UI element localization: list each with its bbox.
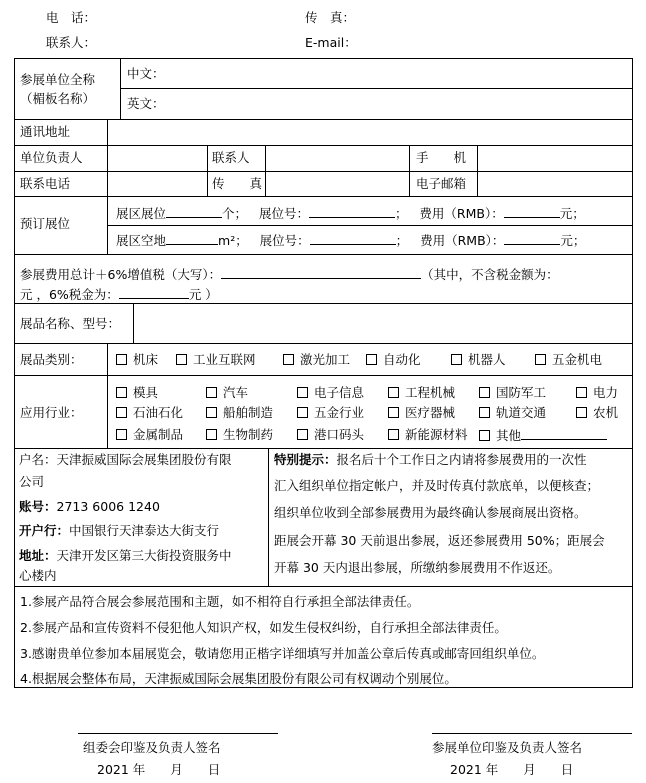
fee-total-exclusive-label: （其中，不含税金额为： [421, 267, 559, 282]
bank-account-number [19, 499, 160, 514]
account-name-value: 天津振威国际会展集团股份有限 [56, 452, 232, 467]
booth-raw-area-field[interactable] [166, 232, 218, 245]
address-field[interactable] [110, 121, 630, 143]
option-label: 工业互联网 [193, 352, 256, 367]
account-name-label: 户名： [19, 452, 57, 467]
option-industry[interactable] [206, 427, 273, 442]
option-label: 轨道交通 [496, 405, 547, 420]
rule [120, 88, 633, 89]
booth-raw-no-label: 展位号： [259, 233, 310, 248]
notice-line3: 组织单位收到全部参展费用为最终确认参展商展出资格。 [274, 505, 587, 520]
principal-field[interactable] [110, 147, 205, 169]
option-industry[interactable] [116, 385, 158, 400]
option-category[interactable] [366, 352, 421, 367]
option-label: 汽车 [223, 385, 249, 400]
booth-raw-fee-label: 费用（RMB）： [420, 233, 505, 248]
bank-address-label: 地址： [19, 548, 57, 563]
checkbox[interactable] [206, 429, 217, 440]
option-industry[interactable] [297, 405, 364, 420]
principal-label: 单位负责人 [20, 150, 83, 165]
header-fax-label: 传 真： [305, 10, 356, 25]
option-label: 医疗器械 [405, 405, 456, 420]
rule [14, 254, 633, 255]
option-industry[interactable] [576, 405, 618, 420]
notice-line5: 开幕 30 天内退出参展，所缴纳参展费用不作返还。 [274, 560, 561, 575]
term-3: 3.感谢贵单位参加本届展览会，敬请您用正楷字详细填写并加盖公章后传真或邮寄回组织单位。 [20, 646, 545, 661]
bank-account-name [19, 452, 232, 467]
header-phone-label: 电 话： [46, 10, 97, 25]
email-field[interactable] [480, 173, 630, 194]
booth-std-no-label: 展位号： [258, 206, 309, 221]
option-industry[interactable] [116, 405, 183, 420]
term-2: 2.参展产品和宣传资料不侵犯他人知识产权，如发生侵权纠纷，自行承担全部法律责任。 [20, 620, 507, 635]
mobile-field[interactable] [480, 147, 630, 169]
booth-raw-unit: m²； [218, 233, 248, 248]
option-industry[interactable] [206, 385, 248, 400]
option-category[interactable] [116, 352, 158, 367]
checkbox[interactable] [116, 407, 127, 418]
option-industry[interactable] [206, 405, 273, 420]
chinese-name-label: 中文： [127, 66, 165, 81]
exhibitor-signature-label: 参展单位印鉴及负责人签名 [432, 740, 583, 755]
exhibitor-signature-line[interactable] [432, 733, 632, 734]
term-1: 1.参展产品符合展会参展范围和主题，如不相符自行承担全部法律责任。 [20, 594, 420, 609]
category-label: 展品类别： [20, 352, 83, 367]
checkbox[interactable] [479, 407, 490, 418]
option-industry[interactable] [116, 427, 183, 442]
option-label: 模具 [133, 385, 159, 400]
booth-raw-currency: 元； [560, 233, 586, 248]
rule [268, 448, 269, 586]
booth-raw-sep: ； [395, 233, 409, 248]
bank-address-value: 天津开发区第三大街投资服务中 [56, 548, 232, 563]
fee-total-label: 参展费用总计＋6%增值税（大写）： [20, 267, 222, 282]
option-category[interactable] [451, 352, 506, 367]
fee-total-field[interactable] [221, 266, 421, 279]
bank-branch-label: 开户行： [19, 523, 70, 538]
exhibitor-signature-date: 2021 年 月 日 [450, 762, 574, 777]
rule [409, 145, 410, 196]
booth-raw-fee-field[interactable] [504, 232, 560, 245]
option-label: 电力 [593, 385, 619, 400]
booth-raw-row [116, 232, 585, 248]
option-industry[interactable] [297, 385, 364, 400]
company-label: 参展单位全称 [20, 72, 96, 87]
organizer-signature-label: 组委会印鉴及负责人签名 [83, 740, 221, 755]
option-label: 自动化 [383, 352, 421, 367]
option-label: 国防军工 [496, 385, 547, 400]
checkbox[interactable] [388, 407, 399, 418]
fee-total-line1 [20, 266, 559, 282]
rule [265, 145, 266, 196]
option-label: 石油石化 [133, 405, 184, 420]
option-label: 新能源材料 [405, 427, 468, 442]
header-contact-label: 联系人： [46, 35, 97, 50]
company-label-sub: （楣板名称） [20, 91, 96, 106]
rule [14, 303, 633, 304]
checkbox[interactable] [388, 429, 399, 440]
checkbox[interactable] [116, 387, 127, 398]
rule [107, 225, 633, 226]
rule [107, 343, 108, 448]
contact-field[interactable] [268, 147, 407, 169]
rule [120, 58, 121, 119]
email-label: 电子邮箱 [416, 176, 467, 191]
checkbox[interactable] [116, 429, 127, 440]
checkbox[interactable] [116, 354, 127, 365]
option-label: 电子信息 [314, 385, 365, 400]
option-category[interactable] [176, 352, 256, 367]
checkbox[interactable] [283, 354, 294, 365]
contact-label: 联系人 [212, 150, 250, 165]
account-no-value: 2713 6006 1240 [56, 499, 160, 514]
checkbox[interactable] [297, 429, 308, 440]
checkbox[interactable] [576, 387, 587, 398]
checkbox[interactable] [206, 407, 217, 418]
rule [207, 145, 208, 196]
option-label: 其他 [496, 428, 522, 443]
term-4: 4.根据展会整体布局，天津振威国际会展集团股份有限公司有权调动个别展位。 [20, 671, 457, 686]
option-industry[interactable] [479, 427, 607, 443]
product-label: 展品名称、型号： [20, 316, 121, 331]
account-no-label: 账号： [19, 499, 57, 514]
option-label: 工程机械 [405, 385, 456, 400]
rule [107, 119, 108, 254]
organizer-signature-line[interactable] [78, 733, 278, 734]
address-label: 通讯地址 [20, 124, 71, 139]
booth-std-sep: ； [394, 206, 408, 221]
booth-std-no-field[interactable] [309, 205, 395, 218]
checkbox[interactable] [176, 354, 187, 365]
bank-address-cont: 心楼内 [19, 568, 57, 583]
phone-label: 联系电话 [20, 176, 71, 191]
account-name-cont: 公司 [19, 474, 45, 489]
bank-branch-value: 中国银行天津泰达大街支行 [69, 523, 220, 538]
checkbox[interactable] [297, 407, 308, 418]
option-industry[interactable] [388, 385, 455, 400]
fee-exclusive-unit: 元 ，6%税金为： [20, 287, 119, 302]
rule [477, 145, 478, 196]
booth-standard-row [116, 205, 585, 221]
rule [14, 448, 633, 449]
checkbox[interactable] [388, 387, 399, 398]
chinese-name-field[interactable] [168, 62, 628, 86]
booth-label: 预订展位 [20, 216, 71, 231]
rule [14, 586, 633, 587]
fax-label: 传 真 [212, 176, 263, 191]
checkbox[interactable] [576, 407, 587, 418]
option-category[interactable] [535, 352, 602, 367]
option-industry[interactable] [388, 427, 468, 442]
notice-line4: 距展会开幕 30 天前退出参展，返还参展费用 50%；距展会 [274, 533, 605, 548]
option-industry[interactable] [479, 405, 546, 420]
option-label: 金属制品 [133, 427, 184, 442]
product-field[interactable] [136, 305, 630, 341]
checkbox[interactable] [479, 430, 490, 441]
option-industry[interactable] [297, 427, 364, 442]
rule [133, 303, 134, 343]
checkbox[interactable] [451, 354, 462, 365]
bank-branch [19, 523, 219, 538]
option-industry[interactable] [576, 385, 618, 400]
booth-raw-prefix: 展区空地 [116, 233, 167, 248]
option-label: 机床 [133, 352, 159, 367]
checkbox[interactable] [479, 387, 490, 398]
notice-title: 特别提示： [274, 452, 337, 467]
fee-tax-field[interactable] [119, 286, 189, 299]
option-label: 激光加工 [300, 352, 351, 367]
option-label: 五金机电 [552, 352, 603, 367]
option-label: 船舶制造 [223, 405, 274, 420]
checkbox[interactable] [366, 354, 377, 365]
booth-std-fee-field[interactable] [504, 205, 560, 218]
option-label: 港口码头 [314, 427, 365, 442]
option-industry[interactable] [388, 405, 455, 420]
booth-std-currency: 元； [559, 206, 585, 221]
fee-total-line2 [20, 286, 218, 302]
checkbox[interactable] [535, 354, 546, 365]
booth-std-count-field[interactable] [166, 205, 222, 218]
other-industry-field[interactable] [521, 427, 607, 440]
booth-std-fee-label: 费用（RMB）： [419, 206, 504, 221]
notice-line1 [274, 452, 587, 467]
option-label: 农机 [593, 405, 619, 420]
english-name-field[interactable] [168, 92, 628, 116]
option-category[interactable] [283, 352, 350, 367]
phone-field[interactable] [110, 173, 205, 194]
checkbox[interactable] [297, 387, 308, 398]
bank-address [19, 548, 232, 563]
notice-line2: 汇入组织单位指定帐户，并及时传真付款底单，以便核查； [274, 478, 600, 493]
notice-text-1: 报名后十个工作日之内请将参展费用的一次性 [336, 452, 587, 467]
industry-label: 应用行业： [20, 405, 83, 420]
header-email-label: E-mail： [305, 35, 357, 50]
booth-std-prefix: 展区展位 [116, 206, 167, 221]
booth-std-unit: 个； [222, 206, 248, 221]
option-label: 生物制药 [223, 427, 274, 442]
option-industry[interactable] [479, 385, 546, 400]
booth-raw-no-field[interactable] [310, 232, 396, 245]
mobile-label: 手 机 [416, 150, 467, 165]
organizer-signature-date: 2021 年 月 日 [97, 762, 221, 777]
checkbox[interactable] [206, 387, 217, 398]
option-label: 五金行业 [314, 405, 365, 420]
fee-tax-unit: 元 ） [188, 287, 218, 302]
english-name-label: 英文： [127, 96, 165, 111]
option-label: 机器人 [468, 352, 506, 367]
fax-field[interactable] [268, 173, 407, 194]
